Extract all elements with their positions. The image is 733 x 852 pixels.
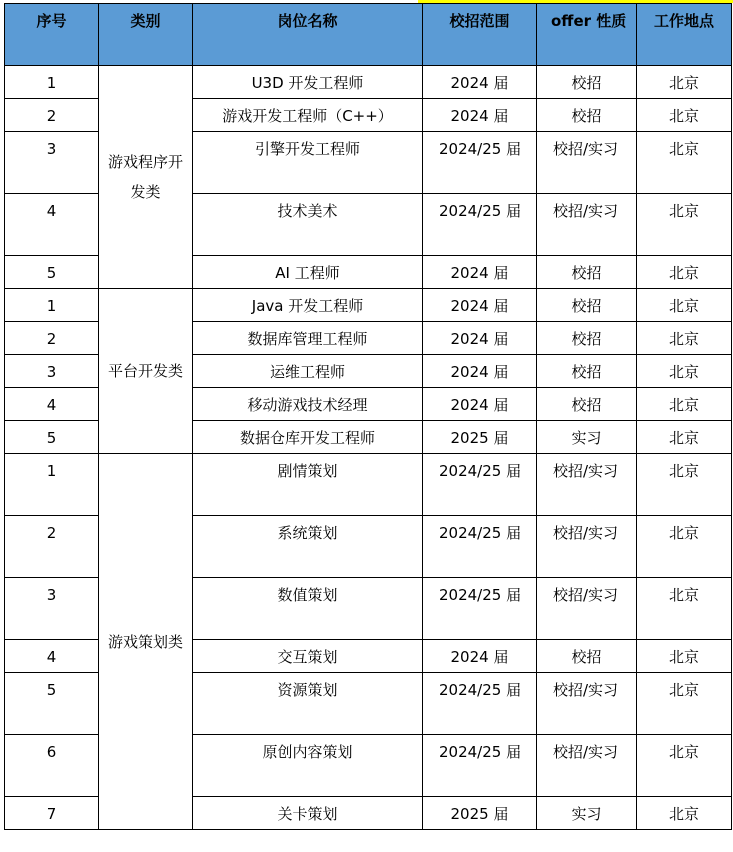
cell-location: 北京 xyxy=(637,322,732,355)
cell-scope: 2024 届 xyxy=(423,322,537,355)
cell-position: 交互策划 xyxy=(193,640,423,673)
cell-position: 数据仓库开发工程师 xyxy=(193,421,423,454)
header-position: 岗位名称 xyxy=(193,4,423,66)
cell-no: 5 xyxy=(5,673,99,735)
cell-offer: 校招/实习 xyxy=(537,578,637,640)
cell-position: 引擎开发工程师 xyxy=(193,132,423,194)
cell-location: 北京 xyxy=(637,421,732,454)
cell-position: 关卡策划 xyxy=(193,797,423,830)
cell-offer: 校招 xyxy=(537,355,637,388)
cell-offer: 校招/实习 xyxy=(537,454,637,516)
cell-scope: 2024 届 xyxy=(423,66,537,99)
cell-location: 北京 xyxy=(637,735,732,797)
cell-location: 北京 xyxy=(637,66,732,99)
cell-position: 资源策划 xyxy=(193,673,423,735)
cell-offer: 实习 xyxy=(537,797,637,830)
cell-position: 游戏开发工程师（C++） xyxy=(193,99,423,132)
cell-scope: 2025 届 xyxy=(423,421,537,454)
cell-location: 北京 xyxy=(637,289,732,322)
cell-location: 北京 xyxy=(637,673,732,735)
cell-scope: 2024 届 xyxy=(423,289,537,322)
cell-scope: 2024/25 届 xyxy=(423,735,537,797)
table-body xyxy=(5,66,732,830)
cell-position: U3D 开发工程师 xyxy=(193,66,423,99)
cell-location: 北京 xyxy=(637,99,732,132)
cell-position: 原创内容策划 xyxy=(193,735,423,797)
cell-offer: 校招/实习 xyxy=(537,673,637,735)
cell-no: 3 xyxy=(5,132,99,194)
header-row xyxy=(5,4,732,66)
cell-offer: 校招 xyxy=(537,388,637,421)
cell-offer: 实习 xyxy=(537,421,637,454)
cell-scope: 2024/25 届 xyxy=(423,516,537,578)
cell-scope: 2024/25 届 xyxy=(423,132,537,194)
category-cell: 平台开发类 xyxy=(99,289,193,454)
cell-location: 北京 xyxy=(637,388,732,421)
cell-position: 数值策划 xyxy=(193,578,423,640)
category-cell: 游戏程序开发类 xyxy=(99,66,193,289)
cell-no: 5 xyxy=(5,256,99,289)
cell-no: 2 xyxy=(5,322,99,355)
header-location: 工作地点 xyxy=(637,4,732,66)
cell-no: 7 xyxy=(5,797,99,830)
cell-no: 4 xyxy=(5,194,99,256)
cell-no: 4 xyxy=(5,388,99,421)
cell-position: AI 工程师 xyxy=(193,256,423,289)
cell-position: 移动游戏技术经理 xyxy=(193,388,423,421)
cell-scope: 2024/25 届 xyxy=(423,194,537,256)
header-scope: 校招范围 xyxy=(423,4,537,66)
cell-no: 1 xyxy=(5,66,99,99)
header-no: 序号 xyxy=(5,4,99,66)
cell-location: 北京 xyxy=(637,256,732,289)
cell-position: Java 开发工程师 xyxy=(193,289,423,322)
cell-location: 北京 xyxy=(637,194,732,256)
cell-location: 北京 xyxy=(637,355,732,388)
cell-offer: 校招 xyxy=(537,99,637,132)
cell-offer: 校招/实习 xyxy=(537,132,637,194)
table-row xyxy=(5,66,732,99)
cell-no: 1 xyxy=(5,289,99,322)
cell-no: 1 xyxy=(5,454,99,516)
cell-no: 5 xyxy=(5,421,99,454)
cell-offer: 校招 xyxy=(537,256,637,289)
table-row xyxy=(5,454,732,516)
cell-location: 北京 xyxy=(637,578,732,640)
cell-scope: 2024 届 xyxy=(423,355,537,388)
cell-location: 北京 xyxy=(637,516,732,578)
cell-scope: 2024 届 xyxy=(423,99,537,132)
cell-no: 3 xyxy=(5,578,99,640)
cell-offer: 校招/实习 xyxy=(537,516,637,578)
cell-offer: 校招 xyxy=(537,640,637,673)
cell-position: 技术美术 xyxy=(193,194,423,256)
cell-offer: 校招/实习 xyxy=(537,735,637,797)
header-offer: offer 性质 xyxy=(537,4,637,66)
cell-scope: 2024/25 届 xyxy=(423,454,537,516)
cell-position: 数据库管理工程师 xyxy=(193,322,423,355)
cell-no: 3 xyxy=(5,355,99,388)
cell-position: 系统策划 xyxy=(193,516,423,578)
cell-position: 剧情策划 xyxy=(193,454,423,516)
cell-offer: 校招 xyxy=(537,322,637,355)
cell-location: 北京 xyxy=(637,640,732,673)
cell-no: 2 xyxy=(5,516,99,578)
cell-scope: 2024 届 xyxy=(423,256,537,289)
cell-scope: 2024 届 xyxy=(423,388,537,421)
cell-no: 6 xyxy=(5,735,99,797)
cell-location: 北京 xyxy=(637,454,732,516)
cell-location: 北京 xyxy=(637,797,732,830)
header-category: 类别 xyxy=(99,4,193,66)
cell-scope: 2024/25 届 xyxy=(423,673,537,735)
cell-offer: 校招/实习 xyxy=(537,194,637,256)
cell-offer: 校招 xyxy=(537,66,637,99)
cell-location: 北京 xyxy=(637,132,732,194)
job-table xyxy=(4,3,732,830)
table-row xyxy=(5,289,732,322)
cell-scope: 2025 届 xyxy=(423,797,537,830)
category-cell: 游戏策划类 xyxy=(99,454,193,830)
cell-position: 运维工程师 xyxy=(193,355,423,388)
cell-scope: 2024 届 xyxy=(423,640,537,673)
cell-offer: 校招 xyxy=(537,289,637,322)
cell-no: 2 xyxy=(5,99,99,132)
cell-no: 4 xyxy=(5,640,99,673)
cell-scope: 2024/25 届 xyxy=(423,578,537,640)
